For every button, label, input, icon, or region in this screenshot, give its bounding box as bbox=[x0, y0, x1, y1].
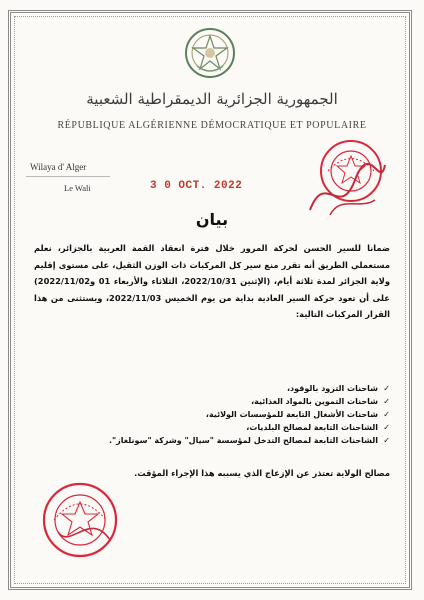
sender-wali: Le Wali bbox=[64, 183, 91, 193]
republic-title-french: RÉPUBLIQUE ALGÉRIENNE DÉMOCRATIQUE ET POPULAIRE bbox=[57, 120, 367, 131]
sender-wilaya: Wilaya d' Alger bbox=[30, 162, 87, 172]
list-item: ✓ شاحنات التزود بالوقود، bbox=[34, 382, 390, 395]
document-date: 3 0 OCT. 2022 bbox=[150, 180, 243, 192]
notice-closing: مصالح الولاية تعتذر عن الإزعاج الذي يسببه هذا الإجراء المؤقت. bbox=[134, 468, 390, 478]
sender-divider bbox=[26, 176, 110, 177]
notice-heading: بيان bbox=[195, 210, 229, 229]
list-item: ✓ الشاحنات التابعة لمصالح البلديات، bbox=[34, 421, 390, 434]
list-item: ✓ الشاحنات التابعة لمصالح التدخل لمؤسسة "سيال" وشركة "سونلغاز". bbox=[34, 434, 390, 447]
algeria-emblem-icon bbox=[183, 26, 237, 80]
republic-title-arabic: الجمهورية الجزائرية الديمقراطية الشعبية bbox=[86, 90, 338, 108]
official-stamp-icon bbox=[40, 480, 120, 560]
list-item: ✓ شاحنات التموين بالمواد الغذائية، bbox=[34, 395, 390, 408]
signature-icon bbox=[300, 150, 390, 230]
exceptions-list bbox=[34, 382, 390, 447]
list-item: ✓ شاحنات الأشغال التابعة للمؤسسات الولائية، bbox=[34, 408, 390, 421]
notice-body: ضمانا للسير الحسن لحركة المرور خلال فترة انعقاد القمة العربية بالجزائر، نعلم مستعملي الطريق أنه تقرر منع سير كل المركبات ذات الوزن الثقيل، على مستوى إقليم ولاية الجزائر لمدة ثلاثة أيام، (الإثنين 2022/10/31، الثلاثاء والأربعاء 01 و2022/11/02) على أن تعود حركة السير العادية بداية من يوم الخميس 2022/11/03، ويستثنى من هذا القرار المركبات التالية: bbox=[34, 243, 391, 319]
